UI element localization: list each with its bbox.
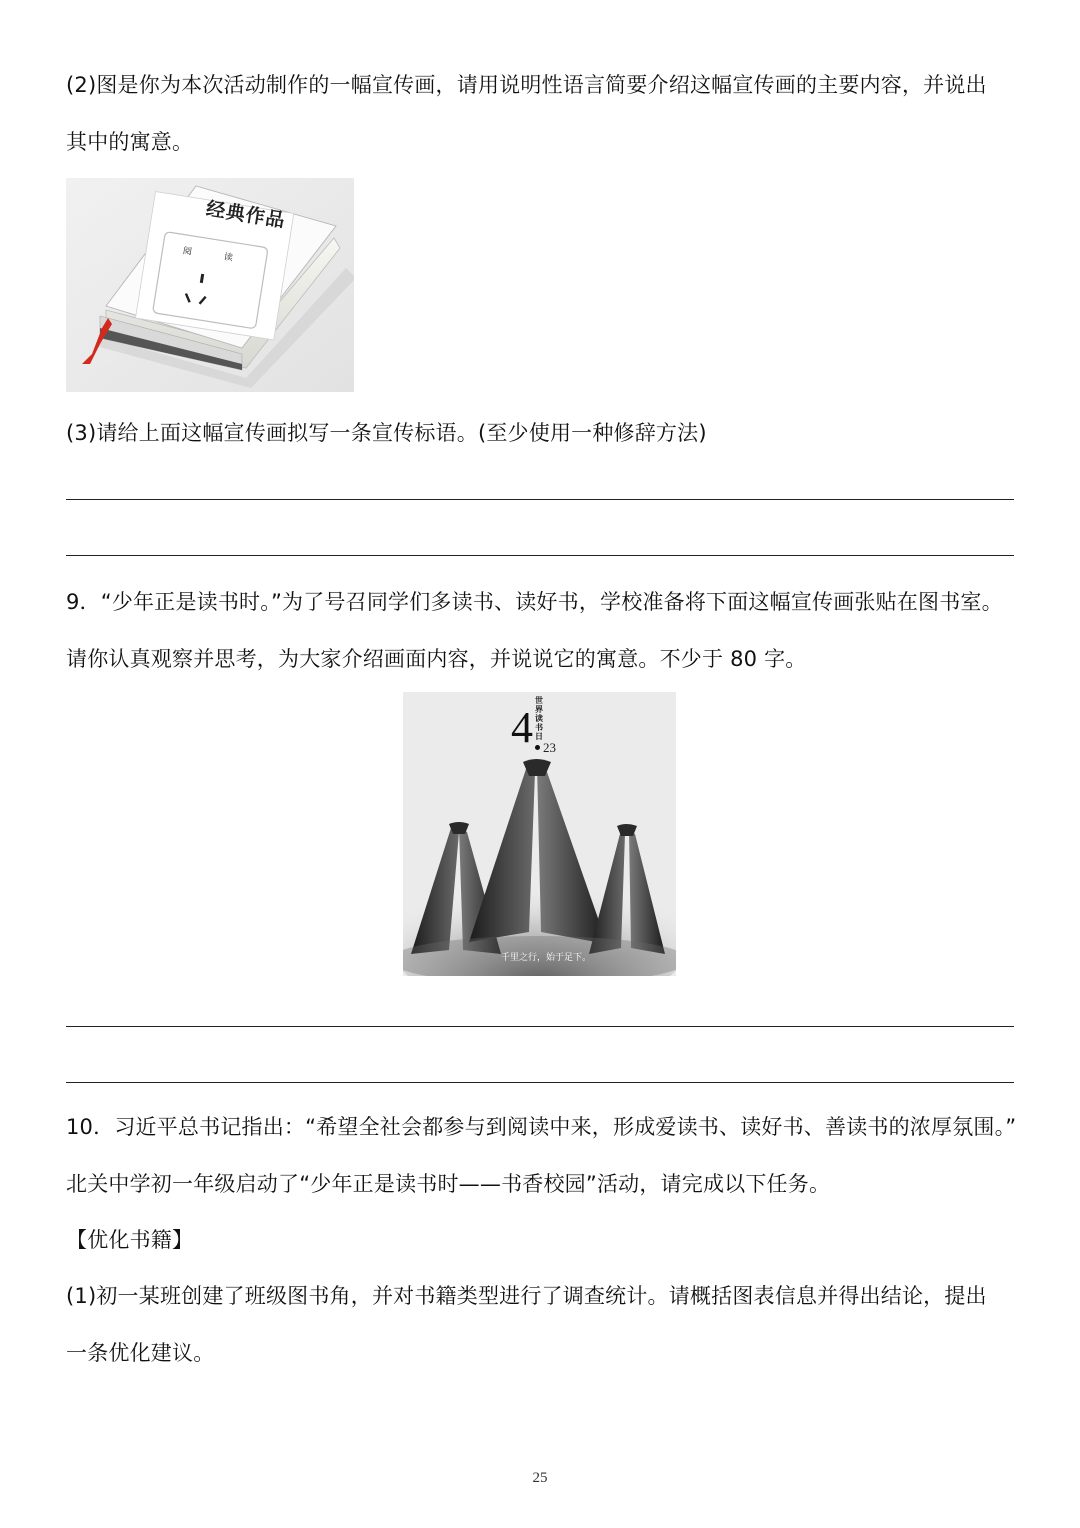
reading-day-poster — [403, 692, 676, 976]
q10-line2: 北关中学初一年级启动了“少年正是读书时——书香校园”活动，请完成以下任务。 — [66, 1172, 831, 1196]
q9-line2: 请你认真观察并思考，为大家介绍画面内容，并说说它的寓意。不少于 80 字。 — [66, 647, 807, 671]
date-month-number: 4 — [511, 703, 533, 752]
q9-line1: 9．“少年正是读书时。”为了号召同学们多读书、读好书，学校准备将下面这幅宣传画张贴在图书室。 — [66, 590, 1003, 614]
answer-line — [66, 499, 1014, 500]
book-title-text: 经典作品 — [204, 197, 288, 233]
answer-line — [66, 1026, 1014, 1027]
date-dot — [535, 745, 540, 750]
page-number: 25 — [532, 1470, 548, 1486]
date-day-number: 23 — [543, 740, 556, 755]
reading-day-vertical-text: 世界读书日 — [535, 696, 543, 741]
q10-1-line1: (1)初一某班创建了班级图书角，并对书籍类型进行了调查统计。请概括图表信息并得出结论，提出 — [66, 1284, 987, 1308]
q10-line1: 10．习近平总书记指出：“希望全社会都参与到阅读中来，形成爱读书、读好书、善读书的浓厚氛围。” — [66, 1115, 1017, 1139]
q8-2-line1: (2)图是你为本次活动制作的一幅宣传画，请用说明性语言简要介绍这幅宣传画的主要内容，并说出 — [66, 73, 987, 97]
q10-1-line2: 一条优化建议。 — [66, 1341, 215, 1365]
q10-section-heading: 【优化书籍】 — [66, 1228, 194, 1252]
book-socket-poster — [66, 178, 354, 392]
q8-3-text: (3)请给上面这幅宣传画拟写一条宣传标语。(至少使用一种修辞方法) — [66, 421, 707, 445]
poster-caption: 千里之行，始于足下。 — [501, 953, 592, 963]
socket-right-label: 读 — [223, 252, 234, 264]
answer-line — [66, 1082, 1014, 1083]
socket-left-label: 阅 — [182, 246, 193, 258]
answer-line — [66, 555, 1014, 556]
q8-2-line2: 其中的寓意。 — [66, 130, 194, 154]
